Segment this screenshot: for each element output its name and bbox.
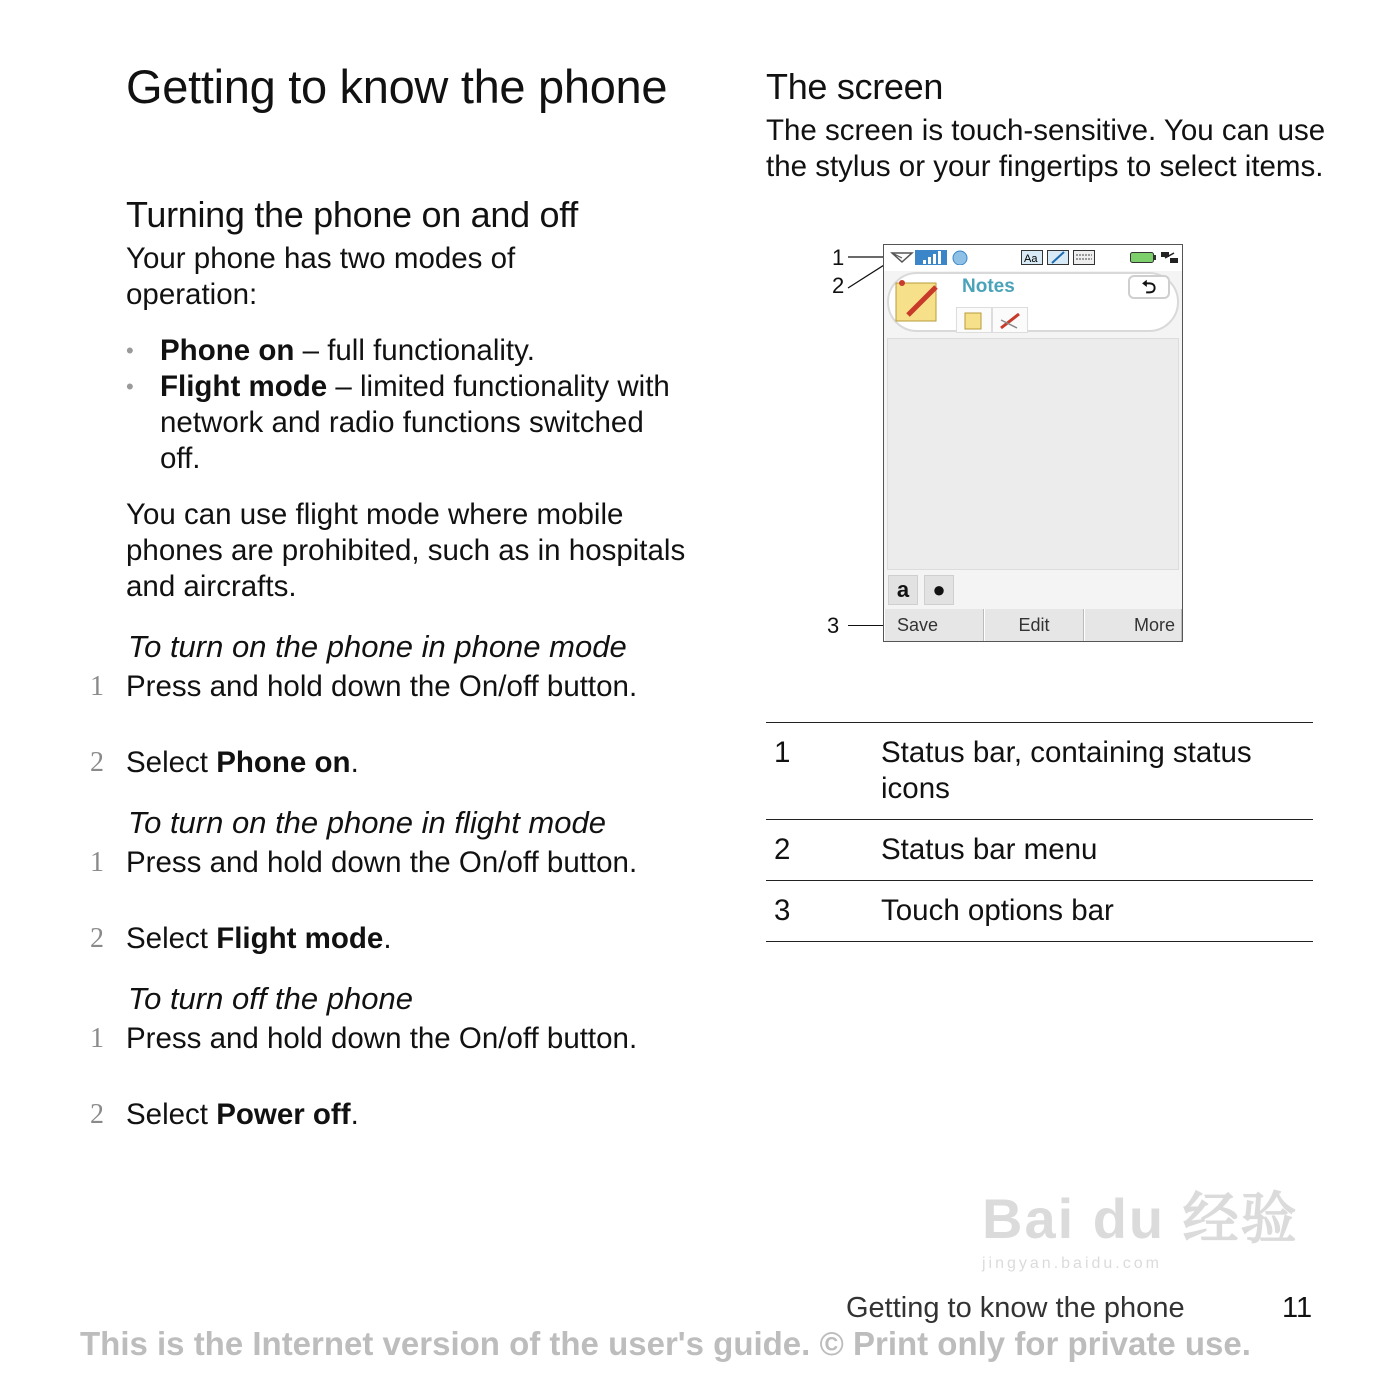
mode-name: Phone on bbox=[160, 334, 295, 367]
handwriting-icon bbox=[1047, 250, 1069, 265]
page-number: 11 bbox=[1282, 1292, 1313, 1324]
app-title: Notes bbox=[962, 276, 1015, 297]
table-row bbox=[766, 819, 1313, 880]
list-item bbox=[126, 333, 686, 369]
procedure-heading: To turn on the phone in flight mode bbox=[128, 805, 606, 840]
section-heading: Turning the phone on and off bbox=[126, 194, 578, 235]
screen-intro: The screen is touch-sensitive. You can use the stylus or your fingertips to select items. bbox=[766, 114, 1326, 183]
procedure-step bbox=[90, 745, 666, 781]
procedure-step bbox=[90, 921, 666, 957]
step-number: 1 bbox=[90, 1023, 104, 1054]
note-content-area[interactable] bbox=[887, 338, 1179, 570]
more-button[interactable]: More bbox=[1084, 609, 1182, 642]
bluetooth-icon bbox=[951, 250, 969, 265]
step-number: 1 bbox=[90, 671, 104, 702]
step-text: Press and hold down the On/off button. bbox=[126, 1022, 638, 1055]
procedure-heading: To turn off the phone bbox=[128, 981, 413, 1016]
step-option: Power off bbox=[216, 1098, 351, 1131]
flight-mode-note: You can use flight mode where mobile phones are prohibited, such as in hospitals and aircrafts. bbox=[126, 498, 686, 603]
battery-icon bbox=[1130, 250, 1156, 265]
callout-legend-table bbox=[766, 722, 1313, 942]
step-text: Press and hold down the On/off button. bbox=[126, 846, 638, 879]
legend-description: Status bar, containing status icons bbox=[881, 736, 1252, 805]
text-input-icon bbox=[1021, 250, 1043, 265]
procedure-step bbox=[90, 1097, 666, 1133]
step-punctuation: . bbox=[350, 1098, 359, 1131]
procedure-step bbox=[90, 845, 666, 881]
note-tab[interactable] bbox=[956, 307, 992, 333]
note-icon bbox=[957, 308, 991, 332]
watermark-logo: Bai du 经验 bbox=[982, 1187, 1299, 1250]
callout-number: 3 bbox=[827, 613, 840, 638]
legend-number: 3 bbox=[774, 894, 791, 927]
baidu-watermark bbox=[982, 1175, 1302, 1295]
status-bar bbox=[884, 245, 1182, 271]
intro-paragraph: Your phone has two modes of operation: bbox=[126, 242, 516, 311]
save-button[interactable]: Save bbox=[884, 609, 984, 642]
back-button[interactable]: ⮌ bbox=[1128, 275, 1170, 299]
callout-number: 2 bbox=[832, 273, 845, 298]
signal-strength-icon bbox=[915, 250, 947, 265]
list-item bbox=[126, 369, 686, 477]
mode-list bbox=[126, 333, 686, 477]
connection-icon bbox=[1160, 250, 1180, 265]
page-title: Getting to know the phone bbox=[126, 60, 668, 113]
footer-notice: This is the Internet version of the user's guide. © Print only for private use. bbox=[80, 1325, 1251, 1362]
watermark-url: jingyan.baidu.com bbox=[982, 1255, 1162, 1272]
notes-app-icon bbox=[894, 277, 944, 327]
sketch-tab[interactable] bbox=[992, 307, 1028, 333]
table-row bbox=[766, 880, 1313, 942]
mode-name: Flight mode bbox=[160, 370, 328, 403]
legend-description: Status bar menu bbox=[881, 833, 1098, 866]
step-number: 2 bbox=[90, 923, 104, 954]
callout-number: 1 bbox=[832, 245, 845, 270]
procedure-heading: To turn on the phone in phone mode bbox=[128, 629, 627, 664]
legend-number: 1 bbox=[774, 736, 791, 769]
step-text: Select bbox=[126, 746, 217, 779]
procedure-step bbox=[90, 1021, 666, 1057]
svg-text:Aa: Aa bbox=[1024, 253, 1038, 265]
footer-section-name: Getting to know the phone bbox=[846, 1292, 1185, 1324]
bullet-icon: • bbox=[126, 374, 134, 399]
edit-button[interactable]: Edit bbox=[984, 609, 1084, 642]
legend-description: Touch options bar bbox=[881, 894, 1114, 927]
table-row bbox=[766, 722, 1313, 819]
keyboard-icon bbox=[1073, 250, 1095, 265]
mode-description: – limited functionality with network and radio functions switched off. bbox=[160, 370, 670, 475]
step-option: Flight mode bbox=[216, 922, 384, 955]
step-text: Press and hold down the On/off button. bbox=[126, 670, 638, 703]
pen-icon bbox=[993, 308, 1027, 332]
step-punctuation: . bbox=[350, 746, 359, 779]
legend-number: 2 bbox=[774, 833, 791, 866]
text-mode-button[interactable]: a bbox=[888, 575, 918, 605]
step-number: 1 bbox=[90, 847, 104, 878]
status-bar-menu-icon bbox=[890, 250, 914, 265]
step-number: 2 bbox=[90, 747, 104, 778]
mode-description: – full functionality. bbox=[294, 334, 535, 367]
bullet-icon: • bbox=[126, 338, 134, 363]
step-option: Phone on bbox=[216, 746, 351, 779]
step-text: Select bbox=[126, 922, 217, 955]
step-text: Select bbox=[126, 1098, 217, 1131]
procedure-step bbox=[90, 669, 666, 705]
phone-screen-illustration bbox=[883, 244, 1183, 642]
step-punctuation: . bbox=[383, 922, 392, 955]
screen-heading: The screen bbox=[766, 66, 944, 107]
draw-mode-button[interactable]: ● bbox=[924, 575, 954, 605]
step-number: 2 bbox=[90, 1099, 104, 1130]
